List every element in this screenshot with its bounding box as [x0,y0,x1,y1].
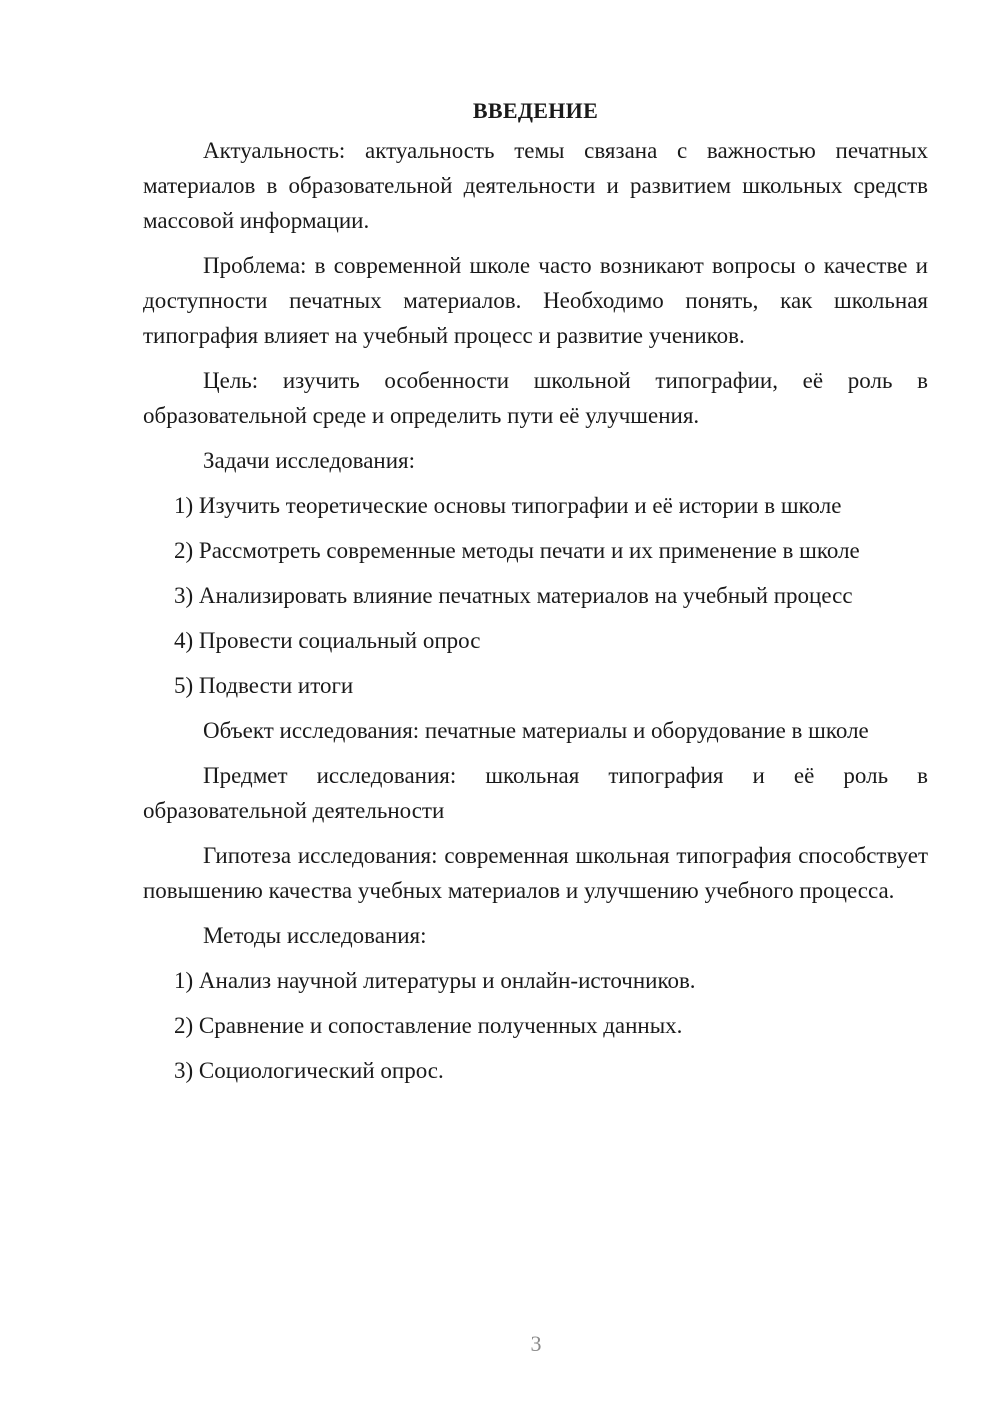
object-line: Объект исследования: печатные материалы и оборудование в школе [203,718,869,743]
task-item: 3) Анализировать влияние печатных материалов на учебный процесс [174,583,853,608]
section-heading: ВВЕДЕНИЕ [472,98,599,123]
tasks-heading: Задачи исследования: [203,448,416,473]
relevance-paragraph: Актуальность: актуальность темы связана с важностью печатных материалов в образовательной деятельности и развитием школьных средств массовой информации. [143,138,928,233]
methods-heading: Методы исследования: [203,923,427,948]
task-item: 4) Провести социальный опрос [174,628,481,653]
task-item: 5) Подвести итоги [174,673,354,698]
problem-paragraph: Проблема: в современной школе часто возникают вопросы о качестве и доступности печатных материалов. Необходимо понять, как школьная типография влияет на учебный процесс и развитие учеников. [143,253,928,348]
goal-paragraph: Цель: изучить особенности школьной типографии, её роль в образовательной среде и определить пути её улучшения. [143,368,928,428]
method-item: 1) Анализ научной литературы и онлайн-источников. [174,968,696,993]
page-content [143,93,928,1088]
method-item: 2) Сравнение и сопоставление полученных данных. [174,1013,683,1038]
hypothesis-paragraph: Гипотеза исследования: современная школьная типография способствует повышению качества учебных материалов и улучшению учебного процесса. [143,843,928,903]
task-item: 1) Изучить теоретические основы типографии и её истории в школе [174,493,842,518]
page-number: 3 [530,1331,542,1356]
subject-paragraph: Предмет исследования: школьная типография и её роль в образовательной деятельности [143,763,928,823]
task-item: 2) Рассмотреть современные методы печати и их применение в школе [174,538,860,563]
method-item: 3) Социологический опрос. [174,1058,444,1083]
